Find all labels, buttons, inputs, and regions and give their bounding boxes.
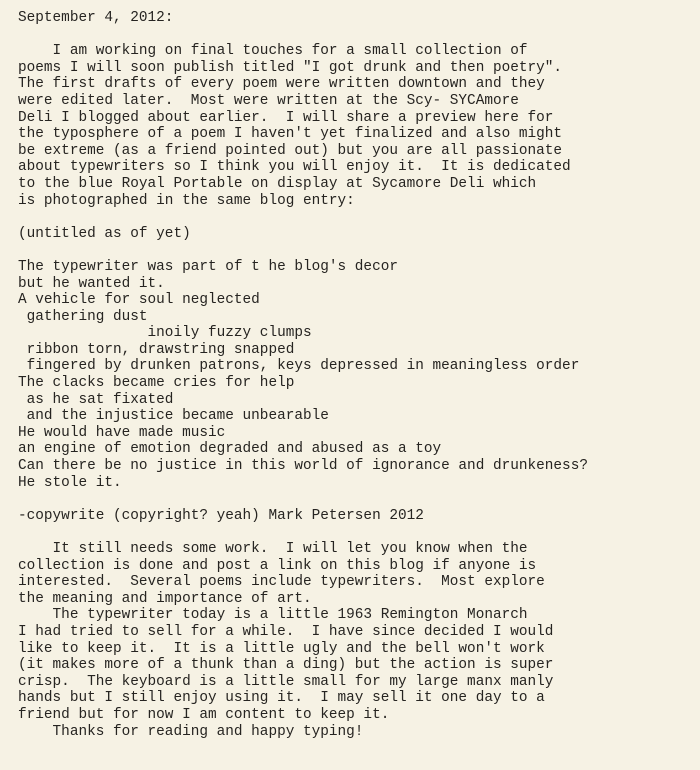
- closing-line: friend but for now I am content to keep it.: [18, 706, 390, 723]
- intro-line: the typosphere of a poem I haven't yet finalized and also might: [18, 126, 563, 143]
- closing-line: collection is done and post a link on this blog if anyone is: [18, 557, 537, 574]
- closing-line: I had tried to sell for a while. I have since decided I would: [18, 623, 554, 640]
- intro-line: to the blue Royal Portable on display at Sycamore Deli which: [18, 175, 537, 192]
- intro-line: is photographed in the same blog entry:: [18, 192, 355, 209]
- poem-line: He would have made music: [18, 424, 226, 441]
- closing-paragraph: [18, 541, 690, 740]
- closing-line: The typewriter today is a little 1963 Remington Monarch: [18, 607, 528, 624]
- poem-line: an engine of emotion degraded and abused as a toy: [18, 441, 442, 458]
- signature: -copywrite (copyright? yeah) Mark Petersen 2012: [18, 507, 424, 524]
- intro-line: were edited later. Most were written at the Scy- SYCAmore: [18, 92, 519, 109]
- closing-line: Thanks for reading and happy typing!: [18, 723, 364, 740]
- poem-line: fingered by drunken patrons, keys depressed in meaningless order: [18, 358, 580, 375]
- poem-line: He stole it.: [18, 474, 122, 491]
- poem-line: A vehicle for soul neglected: [18, 292, 260, 309]
- poem-line: The typewriter was part of t he blog's decor: [18, 258, 398, 275]
- typewritten-page: [18, 10, 690, 740]
- closing-line: interested. Several poems include typewriters. Most explore: [18, 574, 545, 591]
- poem-line: ribbon torn, drawstring snapped: [18, 341, 295, 358]
- entry-date: September 4, 2012:: [18, 10, 174, 26]
- poem-line: gathering dust: [18, 308, 148, 325]
- closing-line: crisp. The keyboard is a little small for my large manx manly: [18, 673, 554, 690]
- poem-line: inoily fuzzy clumps: [18, 325, 312, 342]
- poem-line: Can there be no justice in this world of ignorance and drunkeness?: [18, 458, 588, 475]
- intro-line: Deli I blogged about earlier. I will share a preview here for: [18, 109, 554, 126]
- closing-line: hands but I still enjoy using it. I may sell it one day to a: [18, 690, 545, 707]
- poem: [18, 259, 690, 491]
- poem-line: and the injustice became unbearable: [18, 408, 329, 425]
- intro-line: The first drafts of every poem were written downtown and they: [18, 76, 545, 93]
- intro-line: I am working on final touches for a small collection of: [18, 43, 528, 60]
- closing-line: (it makes more of a thunk than a ding) but the action is super: [18, 657, 554, 674]
- poem-title: (untitled as of yet): [18, 225, 191, 242]
- poem-line: but he wanted it.: [18, 275, 165, 292]
- poem-line: as he sat fixated: [18, 391, 174, 408]
- intro-line: poems I will soon publish titled "I got drunk and then poetry".: [18, 59, 563, 76]
- closing-line: the meaning and importance of art.: [18, 590, 312, 607]
- closing-line: like to keep it. It is a little ugly and the bell won't work: [18, 640, 545, 657]
- intro-line: about typewriters so I think you will enjoy it. It is dedicated: [18, 159, 571, 176]
- closing-line: It still needs some work. I will let you know when the: [18, 541, 528, 557]
- intro-line: be extreme (as a friend pointed out) but you are all passionate: [18, 142, 563, 159]
- intro-paragraph: [18, 43, 690, 209]
- poem-line: The clacks became cries for help: [18, 375, 295, 392]
